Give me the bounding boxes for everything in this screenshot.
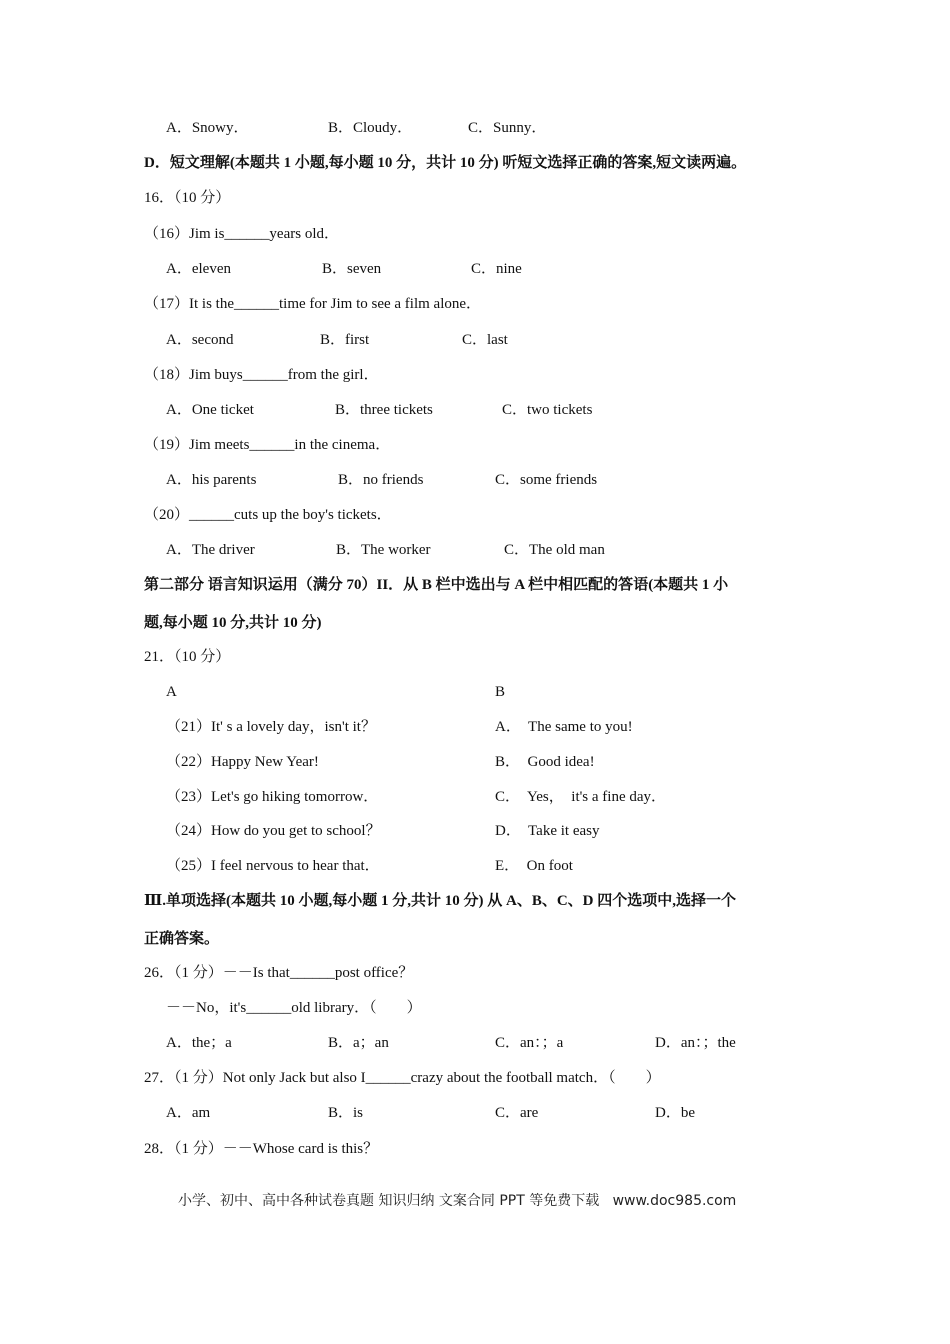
- match-item-b: C． Yes， it's a fine day．: [495, 789, 667, 805]
- section-heading-cont: 题,每小题 10 分,共计 10 分): [144, 615, 322, 631]
- option-b: B．is: [328, 1105, 364, 1121]
- option-a: A．One ticket: [166, 402, 254, 418]
- option-d: D．be: [655, 1105, 695, 1121]
- page-footer: 小学、初中、高中各种试卷真题 知识归纳 文案合同 PPT 等免费下载 www.doc985.com: [178, 1193, 737, 1209]
- question-stem: 28．（1 分）－－Whose card is this？: [144, 1141, 379, 1157]
- column-a-header: A: [166, 684, 177, 700]
- option-c: C．The old man: [504, 542, 605, 558]
- match-item-b: E． On foot: [495, 858, 573, 874]
- option-c: C．an：；a: [495, 1035, 564, 1051]
- option-a: A．eleven: [166, 261, 231, 277]
- option-b: B．a；an: [328, 1035, 389, 1051]
- match-item-b: A． The same to you!: [495, 719, 633, 735]
- section-heading: 第二部分 语言知识运用（满分 70）II．从 B 栏中选出与 A 栏中相匹配的答语(本题共 1 小: [144, 577, 729, 593]
- option-a: A．Snowy．: [166, 120, 249, 136]
- match-item-a: （23）Let's go hiking tomorrow．: [166, 789, 379, 805]
- option-c: C．two tickets: [502, 402, 593, 418]
- question-number: 16．（10 分）: [144, 190, 231, 206]
- match-item-b: D． Take it easy: [495, 823, 600, 839]
- option-a: A．the；a: [166, 1035, 232, 1051]
- question-stem: （19）Jim meets______in the cinema．: [144, 437, 391, 453]
- option-c: C．are: [495, 1105, 539, 1121]
- option-b: B．three tickets: [335, 402, 433, 418]
- option-a: A．second: [166, 332, 234, 348]
- question-stem: 26．（1 分）－－Is that______post office？: [144, 965, 414, 981]
- column-b-header: B: [495, 684, 506, 700]
- option-b: B．Cloudy．: [328, 120, 413, 136]
- match-item-a: （24）How do you get to school？: [166, 823, 381, 839]
- question-stem-cont: －－No，it's______old library．（ ）: [166, 1000, 422, 1016]
- option-c: C．some friends: [495, 472, 598, 488]
- option-b: B．first: [320, 332, 370, 348]
- option-b: B．The worker: [336, 542, 431, 558]
- question-stem: （16）Jim is______years old．: [144, 226, 339, 242]
- section-heading: D．短文理解(本题共 1 小题,每小题 10 分，共计 10 分) 听短文选择正确的答案,短文读两遍。: [144, 155, 747, 171]
- option-b: B．seven: [322, 261, 382, 277]
- question-number: 21．（10 分）: [144, 649, 231, 665]
- match-item-b: B． Good idea!: [495, 754, 595, 770]
- option-d: D．an：；the: [655, 1035, 736, 1051]
- match-item-a: （21）It' s a lovely day，isn't it？: [166, 719, 376, 735]
- section-heading: Ⅲ.单项选择(本题共 10 小题,每小题 1 分,共计 10 分) 从 A、B、C、D 四个选项中,选择一个: [144, 893, 737, 909]
- question-stem: 27．（1 分）Not only Jack but also I______crazy about the football match．（ ）: [144, 1070, 661, 1086]
- option-b: B．no friends: [338, 472, 424, 488]
- section-heading-cont: 正确答案。: [144, 931, 220, 947]
- option-a: A．The driver: [166, 542, 255, 558]
- question-stem: （17）It is the______time for Jim to see a film alone．: [144, 296, 482, 312]
- option-c: C．Sunny．: [468, 120, 547, 136]
- option-a: A．am: [166, 1105, 211, 1121]
- question-stem: （20）______cuts up the boy's tickets．: [144, 507, 392, 523]
- option-a: A．his parents: [166, 472, 257, 488]
- match-item-a: （22）Happy New Year!: [166, 754, 319, 770]
- match-item-a: （25）I feel nervous to hear that．: [166, 858, 380, 874]
- question-stem: （18）Jim buys______from the girl．: [144, 367, 379, 383]
- option-c: C．last: [462, 332, 508, 348]
- option-c: C．nine: [471, 261, 522, 277]
